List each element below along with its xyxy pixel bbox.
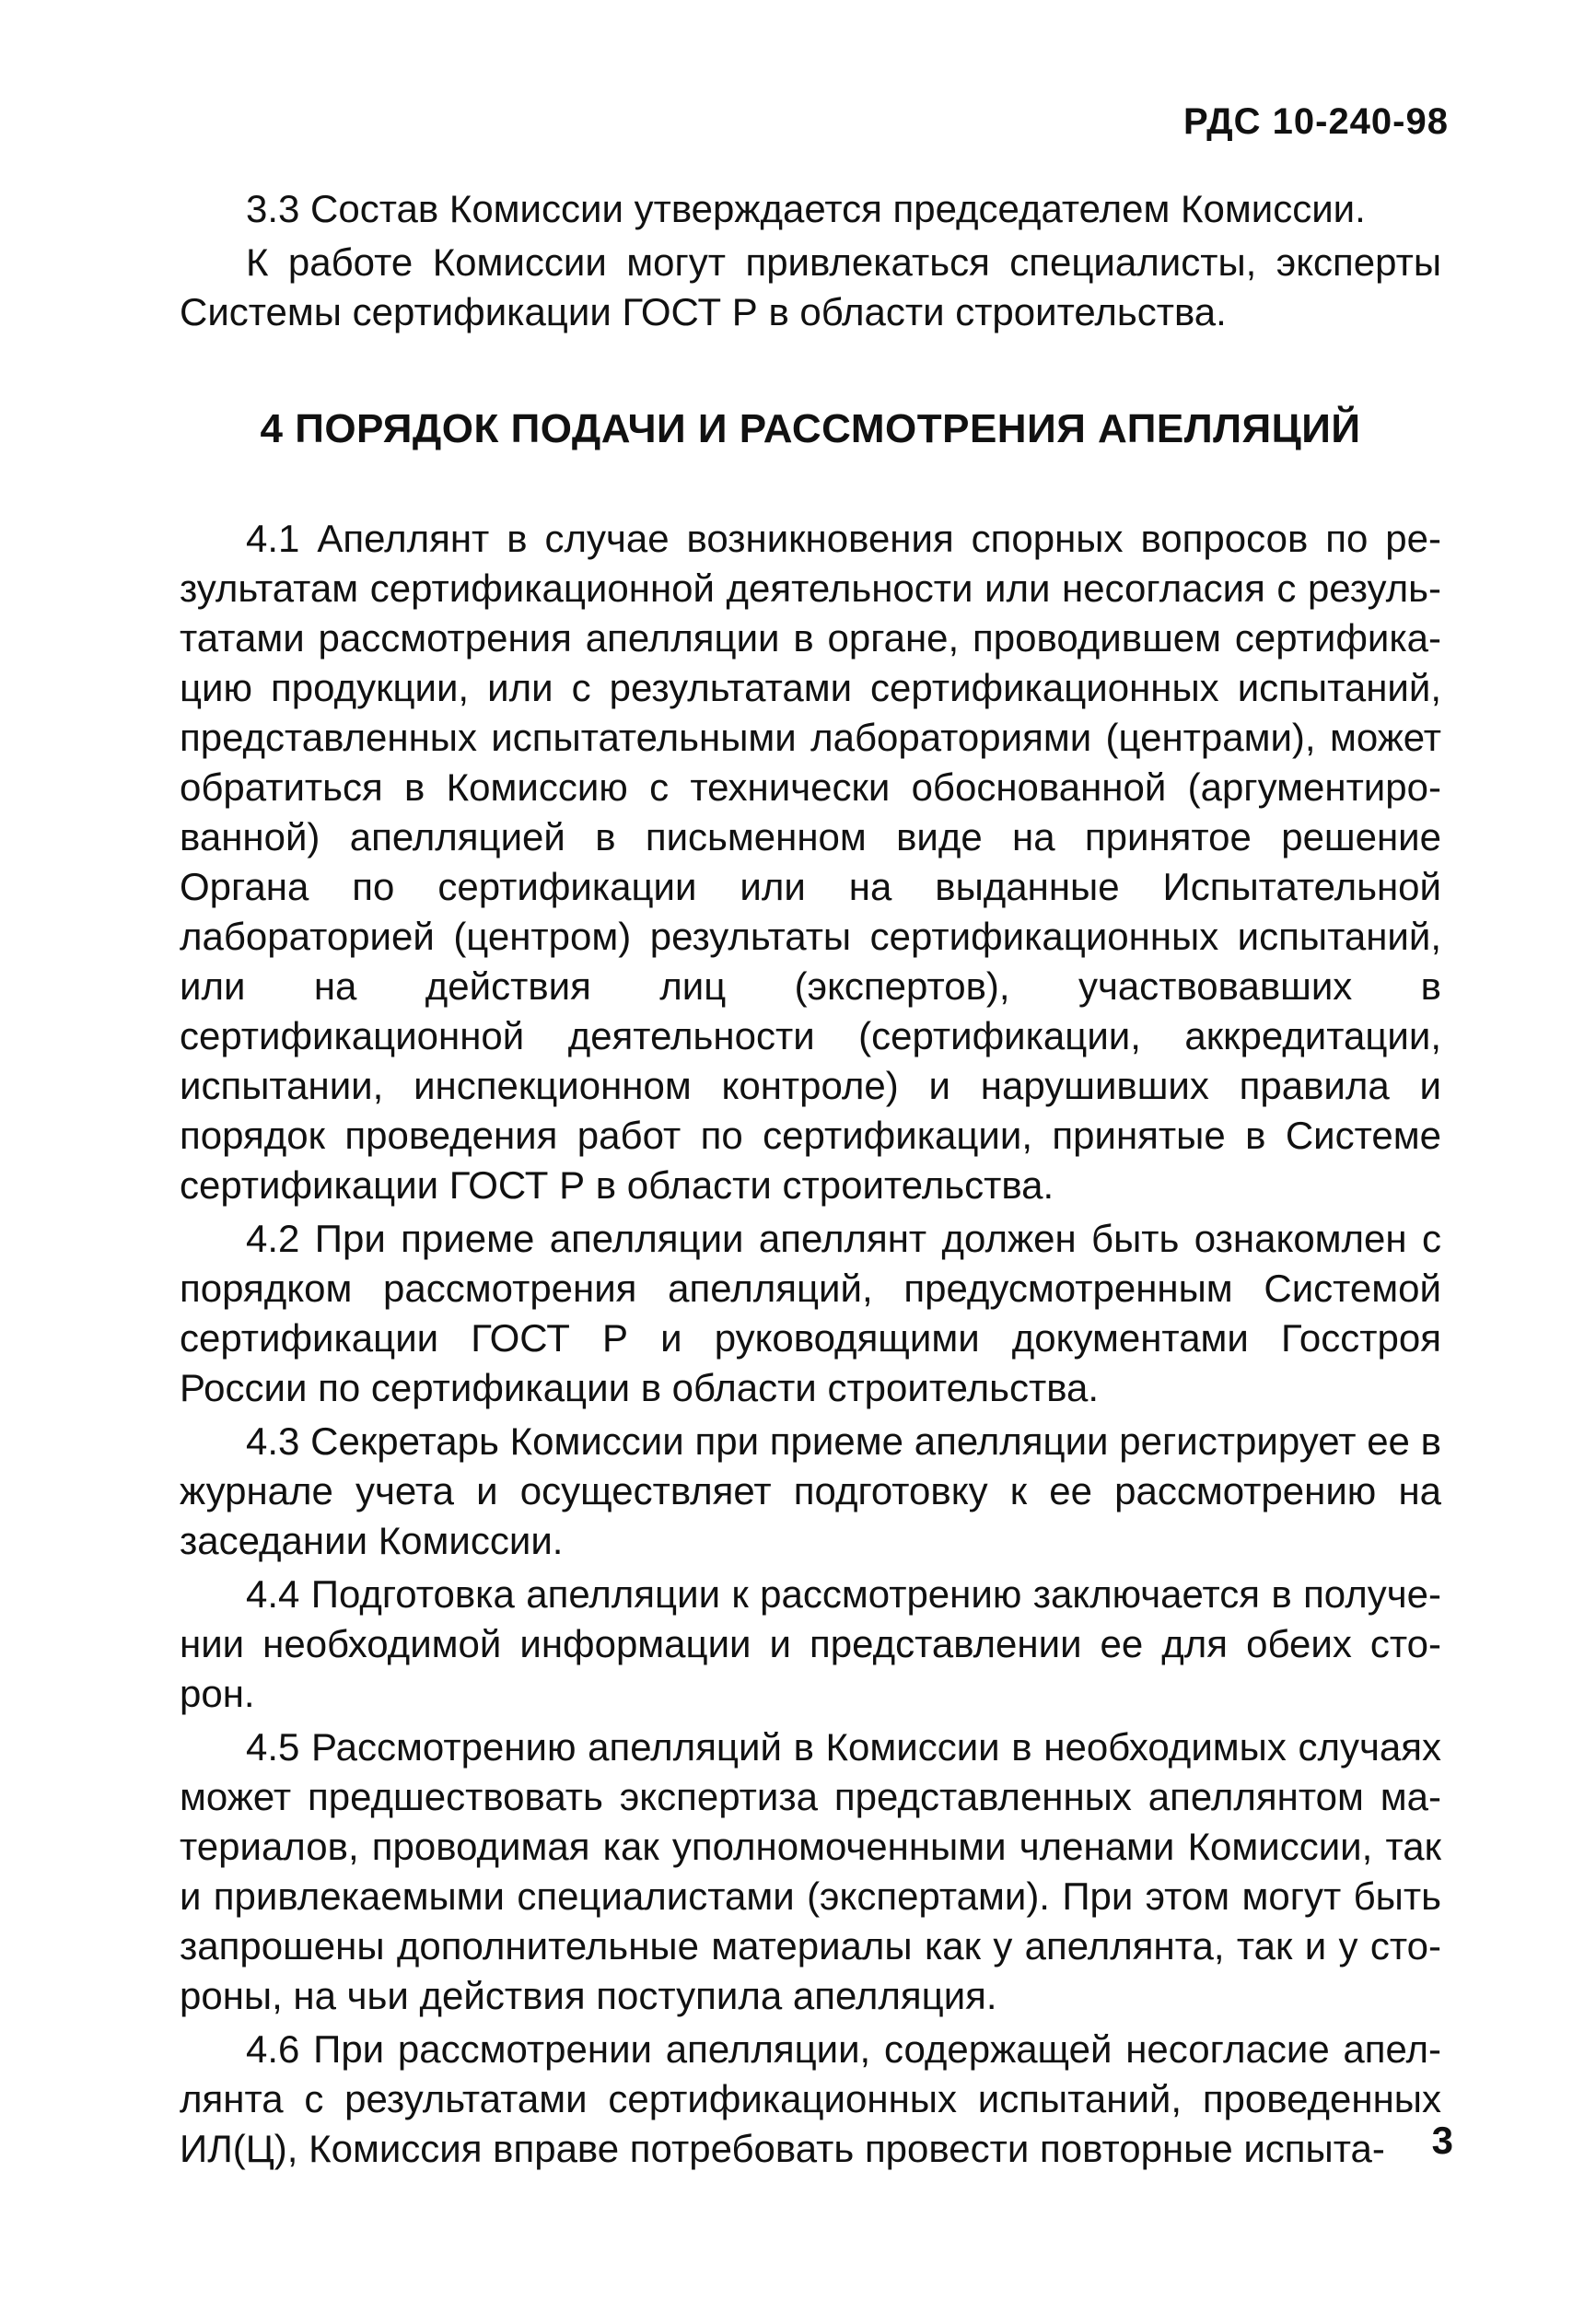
page-number: 3 xyxy=(1431,2119,1453,2162)
section-4-heading: 4 ПОРЯДОК ПОДАЧИ И РАССМОТРЕНИЯ АПЕЛЛЯЦИЙ xyxy=(260,406,1361,451)
paragraph-3-3: 3.3 Состав Комиссии утверждается председателем Комиссии. xyxy=(246,187,1366,230)
paragraph-4-2: 4.2 При приеме апелляции апеллянт должен быть ознакомлен с порядком рассмотрения апелляций, предусмотренным Системой сертификации ГОСТ Р и руководящими документами Госстроя России по сертификации в области строительства. xyxy=(180,1217,1441,1409)
paragraph-4-5: 4.5 Рассмотрению апелляций в Комиссии в необходимых случаях может предшествовать экспертиза представленных апеллянтом материалов, проводимая как уполномоченными членами Комиссии, так и привлекаемыми специалистами (экспертами). При этом могут быть запрошены дополнительные материалы как у апеллянта, так и у стороны, на чьи действия поступила апелляция. xyxy=(180,1725,1441,2017)
paragraph-4-1: 4.1 Апеллянт в случае возникновения спорных вопросов по результатам сертификационной деятельности или несогласия с результатами рассмотрения апелляции в органе, проводившем сертификацию продукции, или с результатами сертификационных испытаний, представленных испытательными лабораториями (центрами), может обратиться в Комиссию с технически обоснованной (аргументированной) апелляцией в письменном виде на принятое решение Органа по сертификации или на выданные Испытательной лабораторией (центром) результаты сертификационных испытаний, или на действия лиц (экспертов), участвовавших в сертификационной деятельности (сертификации, аккредитации, испытании, инспекционном контроле) и нарушивших правила и порядок проведения работ по сертификации, принятые в Системе сертификации ГОСТ Р в области строительства. xyxy=(180,517,1441,1207)
paragraph-4-4: 4.4 Подготовка апелляции к рассмотрению заключается в получении необходимой информации и представлении ее для обеих сторон. xyxy=(180,1572,1441,1715)
document-code: РДС 10-240-98 xyxy=(1182,101,1449,142)
paragraph-3-3-continuation: К работе Комиссии могут привлекаться специалисты, эксперты Системы сертификации ГОСТ Р в области строительства. xyxy=(180,240,1441,333)
paragraph-4-3: 4.3 Секретарь Комиссии при приеме апелляции регистрирует ее в журнале учета и осуществляет подготовку к ее рассмотрению на заседании Комиссии. xyxy=(180,1419,1441,1562)
document-body xyxy=(180,184,1441,2178)
paragraph-4-6: 4.6 При рассмотрении апелляции, содержащей несогласие апеллянта с результатами сертификационных испытаний, проведенных ИЛ(Ц), Комиссия вправе потребовать провести повторные испыта- xyxy=(180,2027,1441,2170)
